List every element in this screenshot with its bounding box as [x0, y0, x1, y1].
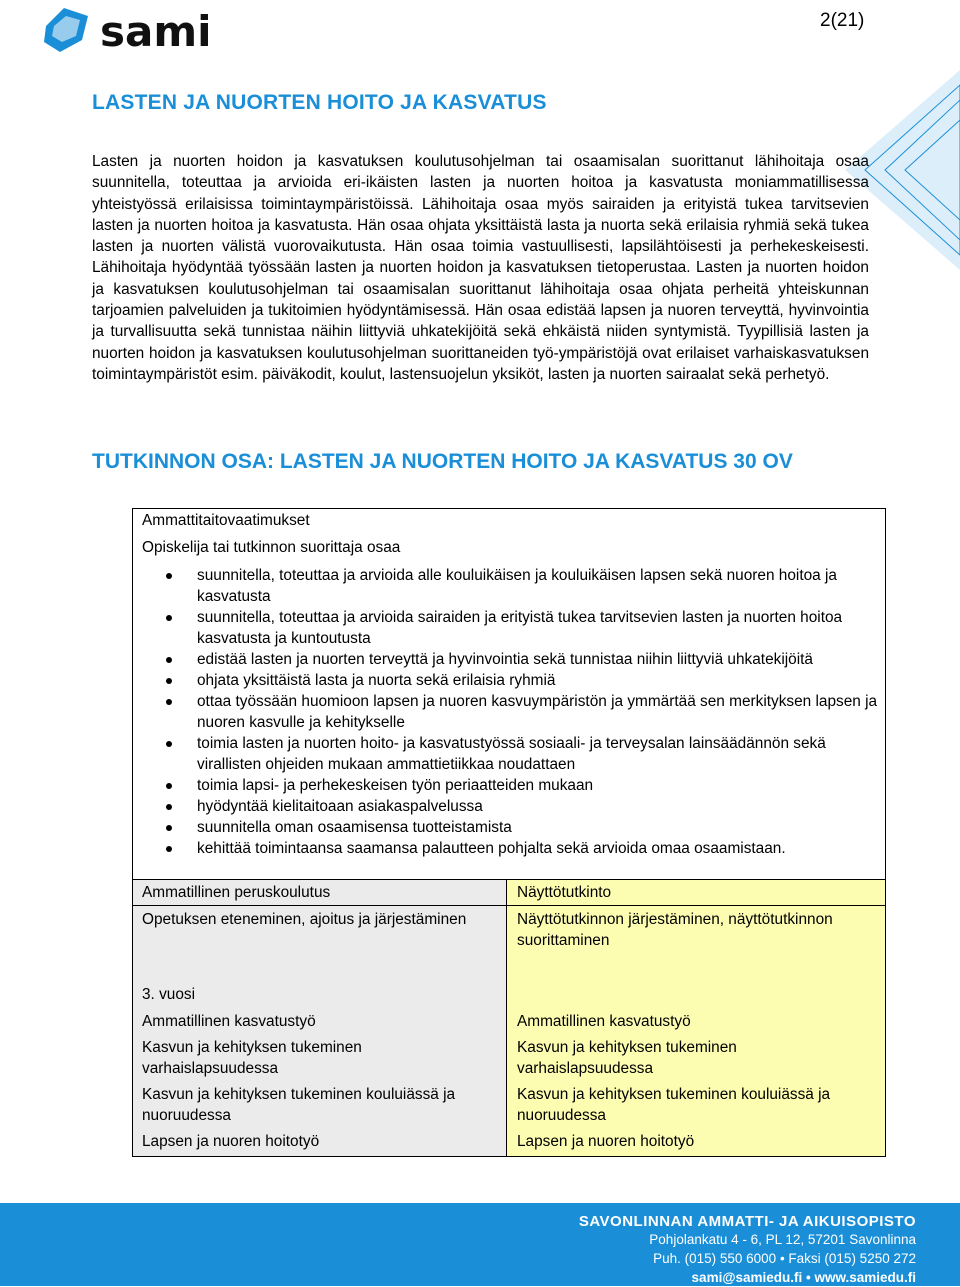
- list-item: edistää lasten ja nuorten terveyttä ja hyvinvointia sekä tunnistaa niihin liittyviä uhkatekijöitä: [197, 649, 887, 670]
- table-cell-left: Kasvun ja kehityksen tukeminen kouluiässä ja nuoruudessa: [142, 1086, 456, 1124]
- list-item: ohjata yksittäistä lasta ja nuorta sekä erilaisia ryhmiä: [197, 670, 887, 691]
- table-cell-left: Ammatillinen kasvatustyö: [142, 1013, 316, 1030]
- bullet-icon: [166, 657, 172, 663]
- footer-org-name: SAVONLINNAN AMMATTI- JA AIKUISOPISTO: [578, 1213, 916, 1230]
- footer-address: Pohjolankatu 4 - 6, PL 12, 57201 Savonlinna: [649, 1232, 916, 1247]
- bullet-icon: [166, 615, 172, 621]
- bullet-icon: [166, 741, 172, 747]
- bullet-icon: [166, 573, 172, 579]
- table-header-right: Näyttötutkinto: [517, 884, 612, 901]
- svg-text:sami: sami: [100, 7, 212, 56]
- table-cell-right: Lapsen ja nuoren hoitotyö: [517, 1133, 695, 1150]
- requirements-list: [133, 565, 887, 859]
- footer-web: sami@samiedu.fi • www.samiedu.fi: [691, 1270, 916, 1285]
- list-item: suunnitella, toteuttaa ja arvioida sairaiden ja erityistä tukea tarvitsevien lasten ja nuorten hoitoa kasvatusta ja kuntoutusta: [197, 607, 887, 649]
- requirements-subheading: Opiskelija tai tutkinnon suorittaja osaa: [142, 539, 401, 556]
- table-cell-left: Kasvun ja kehityksen tukeminen varhaislapsuudessa: [142, 1039, 362, 1077]
- bullet-icon: [166, 783, 172, 789]
- list-item: suunnitella oman osaamisensa tuotteistamista: [197, 817, 887, 838]
- bullet-icon: [166, 846, 172, 852]
- table-header-divider: [133, 905, 885, 906]
- bullet-icon: [166, 804, 172, 810]
- list-item: kehittää toimintaansa saamansa palautteen pohjalta sekä arvioida omaa osaamistaan.: [197, 838, 887, 859]
- footer-contact: [576, 1213, 916, 1287]
- table-year-label: 3. vuosi: [142, 986, 196, 1003]
- list-item: hyödyntää kielitaitoaan asiakaspalvelussa: [197, 796, 887, 817]
- section-title: LASTEN JA NUORTEN HOITO JA KASVATUS: [92, 91, 547, 114]
- page-number: 2(21): [820, 10, 865, 31]
- list-item: toimia lasten ja nuorten hoito- ja kasvatustyössä sosiaali- ja terveysalan lainsäädännön sekä virallisten ohjeiden mukaan ammattietiikkaa noudattaen: [197, 733, 887, 775]
- table-header-left: Ammatillinen peruskoulutus: [142, 884, 331, 901]
- logo-mark-icon: [44, 8, 88, 52]
- table-cell-right: Ammatillinen kasvatustyö: [517, 1013, 691, 1030]
- bullet-icon: [166, 699, 172, 705]
- footer-phone: Puh. (015) 550 6000 • Faksi (015) 5250 272: [653, 1251, 916, 1266]
- requirements-box: [132, 508, 886, 880]
- table-subheader-right: Näyttötutkinnon järjestäminen, näyttötutkinnon suorittaminen: [517, 911, 833, 949]
- table-cell-left: Lapsen ja nuoren hoitotyö: [142, 1133, 320, 1150]
- table-cell-right: Kasvun ja kehityksen tukeminen kouluiässä ja nuoruudessa: [517, 1086, 831, 1124]
- bullet-icon: [166, 678, 172, 684]
- sami-logo: [42, 4, 257, 56]
- list-item: ottaa työssään huomioon lapsen ja nuoren kasvuympäristön ja ymmärtää sen merkityksen lapsen ja nuoren kasvulle ja kehitykselle: [197, 691, 887, 733]
- intro-paragraph: Lasten ja nuorten hoidon ja kasvatuksen koulutusohjelman tai osaamisalan suorittanut lähihoitaja osaa suunnitella, toteuttaa ja arvioida eri-ikäisten lasten ja nuorten hoitoa ja kasvatusta moniammatillisessa yhteistyössä erilaisissa toimintaympäristöissä. Lähihoitaja osaa myös sairaiden ja erityistä tukea tarvitsevien lasten ja nuorten hoitoa ja kasvatusta. Hän osaa ohjata yksittäistä lasta ja nuorta sekä erilaisia ryhmiä sekä tukea lasten ja nuorten välistä vuorovaikutusta. Hän osaa toimia vastuullisesti, lapsilähtöisesti ja perhekeskeisesti. Lähihoitaja hyödyntää työssään lasten ja nuorten hoidon ja kasvatuksen tietoperustaa. Lasten ja nuorten hoidon ja kasvatuksen koulutusohjelman tai osaamisalan suorittanut lähihoitaja osaa ohjata perheitä yhteiskunnan tarjoamien palveluiden ja tukitoimien hyödyntämisessä. Hän osaa edistää lapsen ja nuoren terveyttä, hyvinvointia ja turvallisuutta sekä tunnistaa näihin liittyviä uhkatekijöitä sekä ehkäistä niiden syntymistä. Tyypillisiä lasten ja nuorten hoidon ja kasvatuksen koulutusohjelman suorittaneiden työ-ympäristöjä ovat erilaiset varhaiskasvatuksen toimintaympäristöt esim. päiväkodit, koulut, lastensuojelun yksiköt, lasten ja nuorten sairaalat sekä perhetyö.: [92, 153, 869, 383]
- training-table: [132, 879, 886, 1157]
- list-item: toimia lapsi- ja perhekeskeisen työn periaatteiden mukaan: [197, 775, 887, 796]
- table-subheader-left: Opetuksen eteneminen, ajoitus ja järjestäminen: [142, 911, 467, 928]
- module-title: TUTKINNON OSA: LASTEN JA NUORTEN HOITO JA KASVATUS 30 OV: [92, 450, 793, 473]
- requirements-heading: Ammattitaitovaatimukset: [142, 512, 310, 529]
- bullet-icon: [166, 825, 172, 831]
- table-cell-right: Kasvun ja kehityksen tukeminen varhaislapsuudessa: [517, 1039, 737, 1077]
- list-item: suunnitella, toteuttaa ja arvioida alle kouluikäisen ja kouluikäisen lapsen sekä nuoren hoitoa ja kasvatusta: [197, 565, 887, 607]
